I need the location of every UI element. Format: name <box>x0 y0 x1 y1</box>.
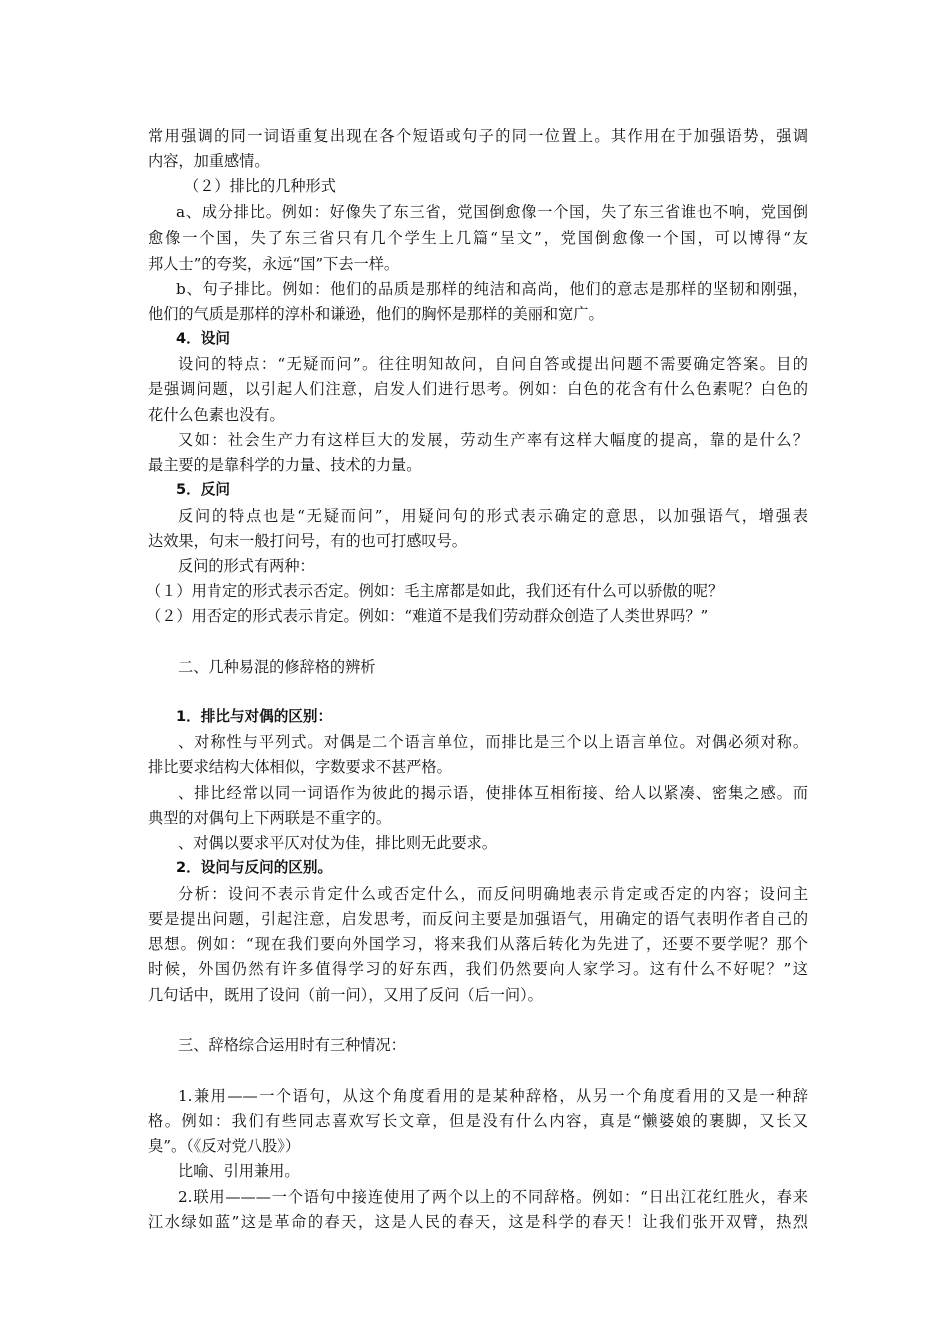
text-line: b、句子排比。例如：他们的品质是那样的纯洁和高尚，他们的意志是那样的坚韧和刚强， <box>176 280 808 298</box>
text-line: 、对称性与平列式。对偶是二个语言单位，而排比是三个以上语言单位。对偶必须对称。 <box>178 733 808 751</box>
text-line: （２）用否定的形式表示肯定。例如：“难道不是我们劳动群众创造了人类世界吗？” <box>146 607 709 625</box>
text-line: 、排比经常以同一词语作为彼此的揭示语，使排体互相衔接、给人以紧凑、密集之感。而 <box>178 784 808 802</box>
text-line: 典型的对偶句上下两联是不重字的。 <box>148 809 391 827</box>
text-line: 排比要求结构大体相似，字数要求不甚严格。 <box>148 758 452 776</box>
text-line: 愈像一个国，失了东三省只有几个学生上几篇“呈文”，党国倒愈像一个国，可以博得“友 <box>148 229 808 247</box>
text-line: 2.联用———一个语句中接连使用了两个以上的不同辞格。例如：“日出江花红胜火，春来 <box>178 1188 808 1206</box>
text-line: 又如：社会生产力有这样巨大的发展，劳动生产率有这样大幅度的提高，靠的是什么？ <box>178 431 808 449</box>
text-line: 臭”。（《反对党八股》） <box>148 1137 301 1155</box>
section-heading: 2．设问与反问的区别。 <box>176 859 333 876</box>
text-line: 反问的特点也是“无疑而问”，用疑问句的形式表示确定的意思，以加强语气，增强表 <box>178 507 808 525</box>
section-heading: 5．反问 <box>176 481 230 498</box>
text-line: a、成分排比。例如：好像失了东三省，党国倒愈像一个国，失了东三省谁也不响，党国倒 <box>176 203 808 221</box>
text-line: 最主要的是靠科学的力量、技术的力量。 <box>148 456 422 474</box>
text-line: 、对偶以要求平仄对仗为佳，排比则无此要求。 <box>178 834 497 852</box>
text-line: 达效果，句末一般打问号，有的也可打感叹号。 <box>148 532 467 550</box>
text-line: （１）用肯定的形式表示否定。例如：毛主席都是如此，我们还有什么可以骄傲的呢？ <box>146 582 724 600</box>
text-line: 江水绿如蓝”这是革命的春天，这是人民的春天，这是科学的春天！让我们张开双臂，热烈 <box>148 1213 808 1231</box>
text-line: （２）排比的几种形式 <box>184 177 336 195</box>
section-heading: 4．设问 <box>176 330 230 347</box>
text-line: 1.兼用——一个语句，从这个角度看用的是某种辞格，从另一个角度看用的又是一种辞 <box>178 1087 808 1105</box>
text-line: 邦人士”的夸奖，永远“国”下去一样。 <box>148 255 400 273</box>
text-line: 他们的气质是那样的淳朴和谦逊，他们的胸怀是那样的美丽和宽广。 <box>148 305 604 323</box>
text-line: 二、几种易混的修辞格的辨析 <box>178 658 376 676</box>
text-line: 三、辞格综合运用时有三种情况： <box>178 1036 406 1054</box>
text-line: 要是提出问题，引起注意，启发思考，而反问主要是加强语气，用确定的语气表明作者自己的 <box>148 910 808 928</box>
text-line: 几句话中，既用了设问（前一问），又用了反问（后一问）。 <box>148 986 543 1004</box>
text-line: 是强调问题，以引起人们注意，启发人们进行思考。例如：白色的花含有什么色素呢？白色的 <box>148 380 808 398</box>
text-line: 思想。例如：“现在我们要向外国学习，将来我们从落后转化为先进了，还要不要学呢？那个 <box>148 935 808 953</box>
text-line: 常用强调的同一词语重复出现在各个短语或句子的同一位置上。其作用在于加强语势，强调 <box>148 127 808 145</box>
text-line: 格。例如：我们有些同志喜欢写长文章，但是没有什么内容，真是“懒婆娘的裹脚，又长又 <box>148 1112 808 1130</box>
section-heading: 1．排比与对偶的区别： <box>176 708 333 725</box>
text-line: 时候，外国仍然有许多值得学习的好东西，我们仍然要向人家学习。这有什么不好呢？”这 <box>148 960 808 978</box>
text-line: 反问的形式有两种： <box>178 557 315 575</box>
text-line: 设问的特点：“无疑而问”。往往明知故问，自问自答或提出问题不需要确定答案。目的 <box>178 355 808 373</box>
text-line: 花什么色素也没有。 <box>148 406 285 424</box>
text-line: 分析：设问不表示肯定什么或否定什么，而反问明确地表示肯定或否定的内容；设问主 <box>178 885 808 903</box>
text-line: 比喻、引用兼用。 <box>178 1162 300 1180</box>
text-line: 内容，加重感情。 <box>148 152 270 170</box>
